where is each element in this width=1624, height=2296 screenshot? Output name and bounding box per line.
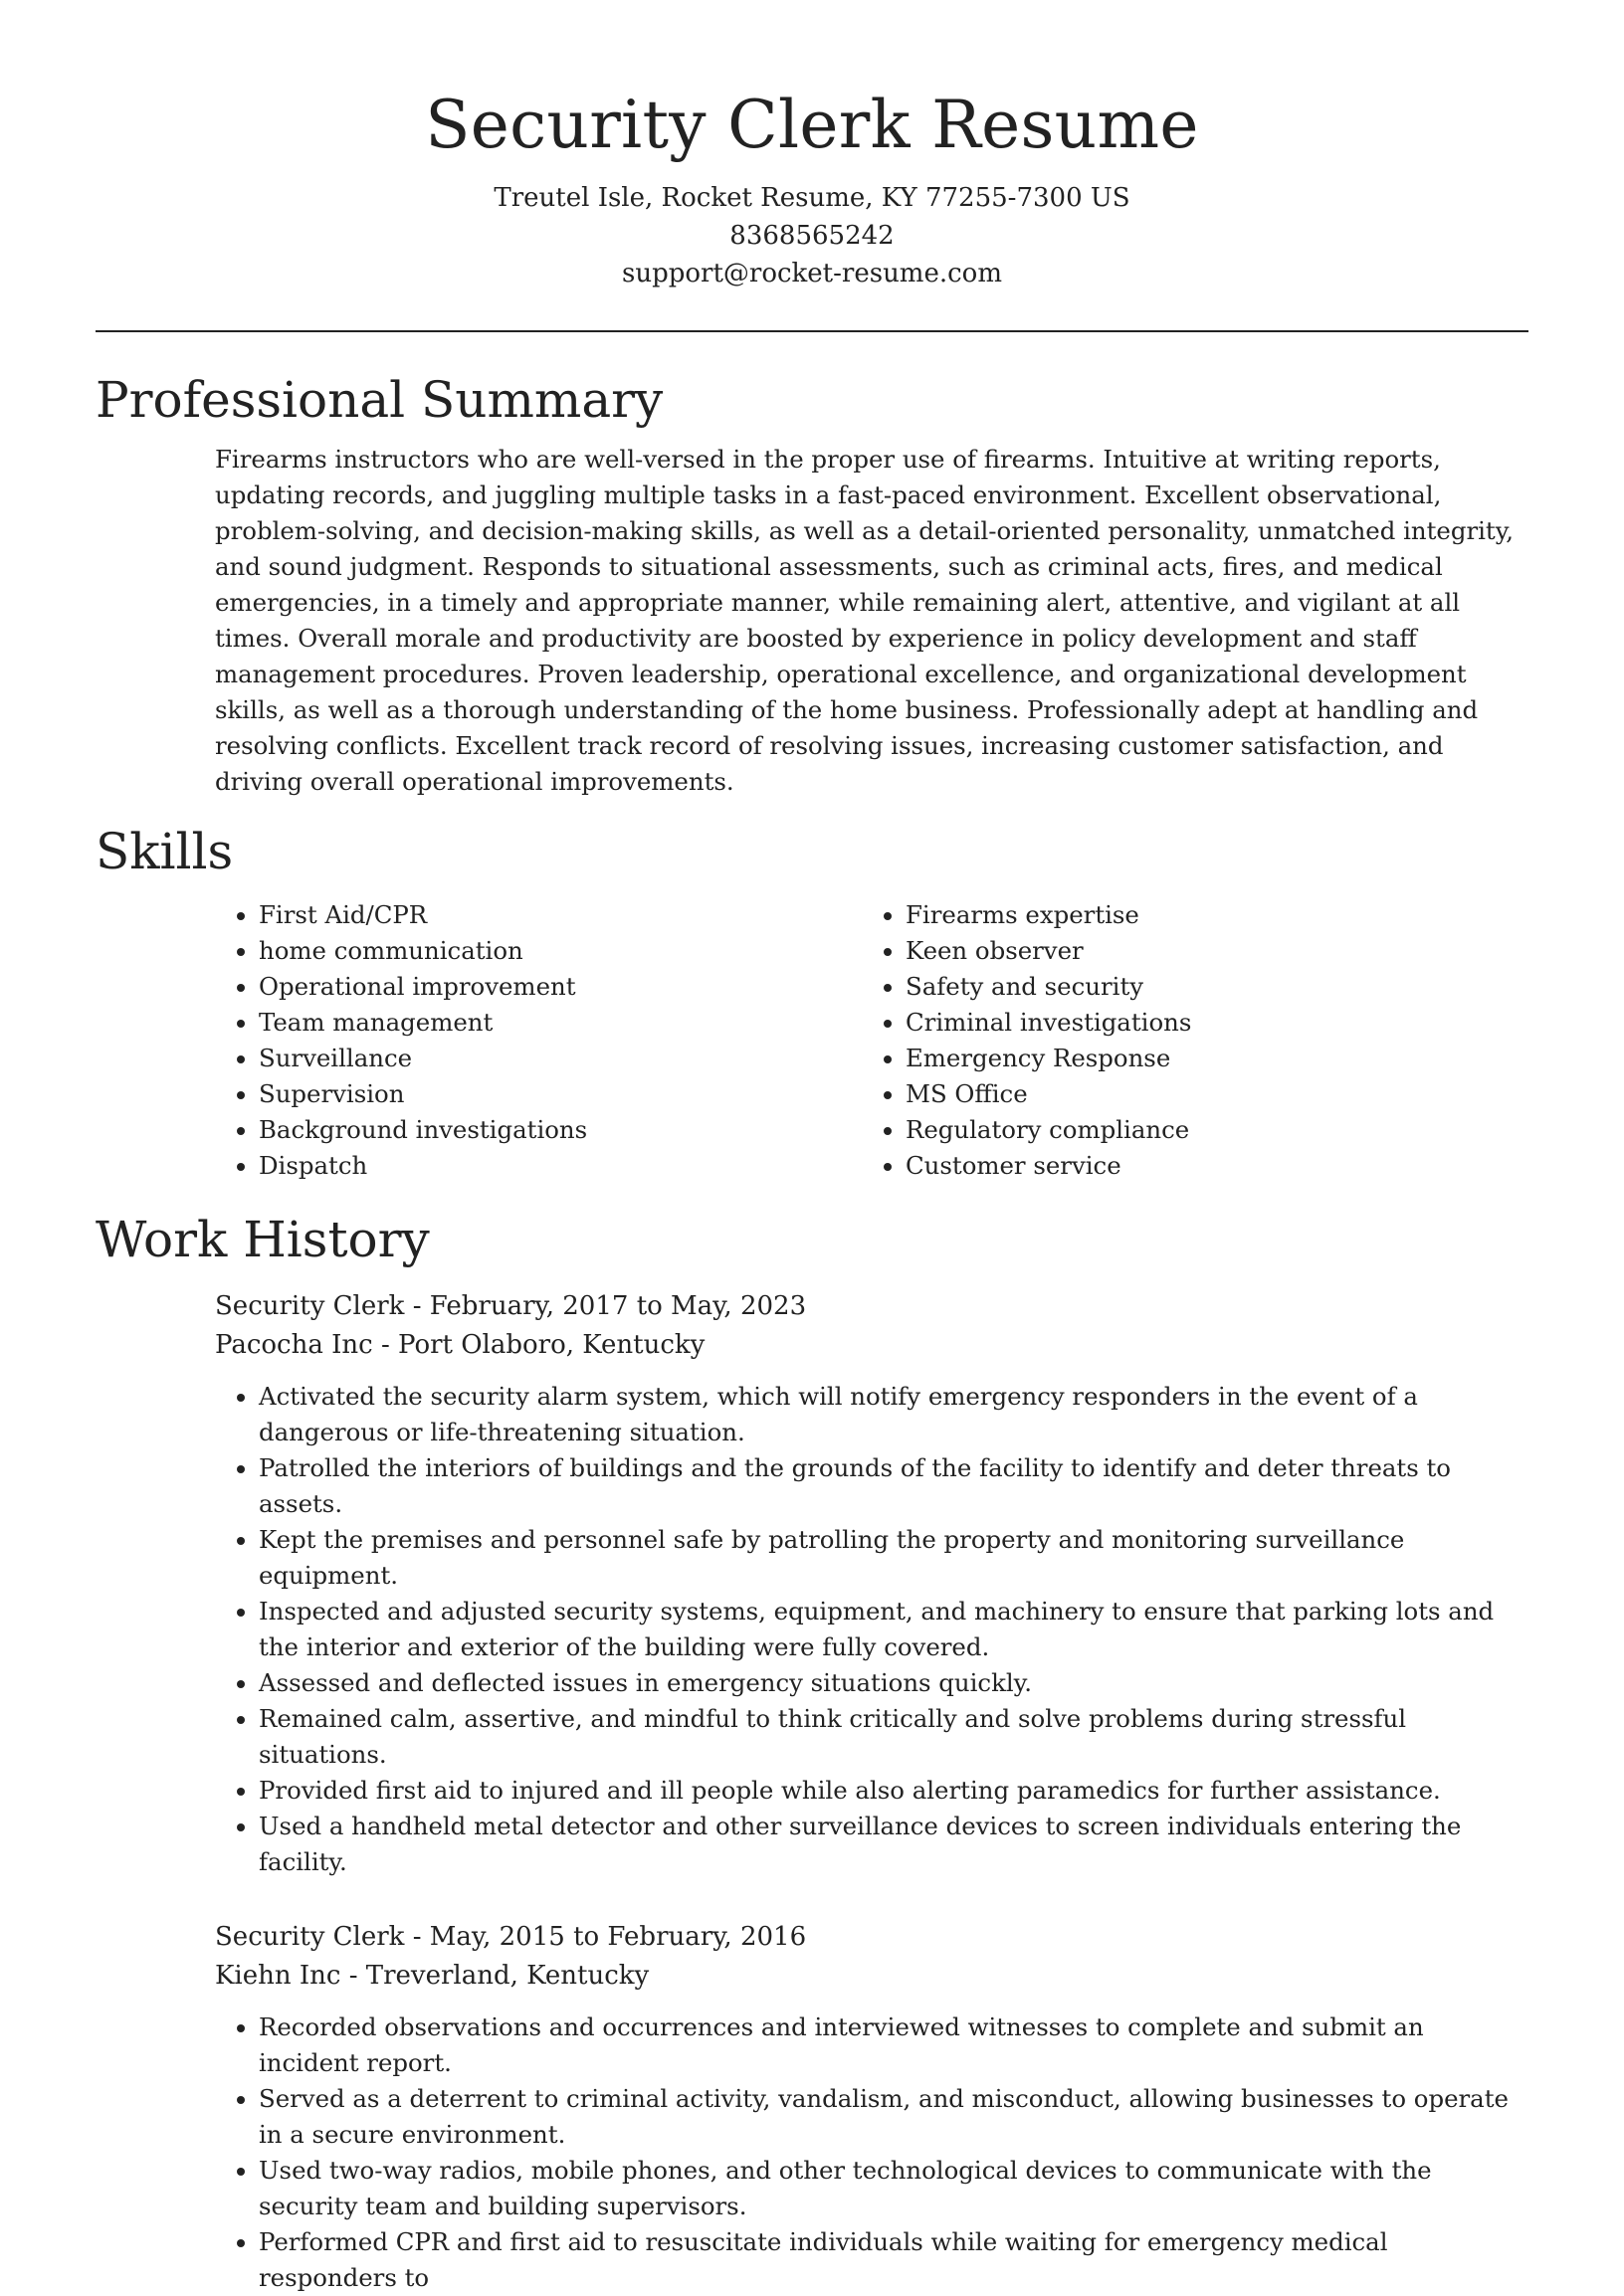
skills-heading: Skills	[96, 823, 234, 880]
skill-item: • Operational improvement	[259, 969, 862, 1005]
skill-item: • Surveillance	[259, 1041, 862, 1076]
job-entry	[215, 1287, 1528, 1880]
resume-header	[96, 0, 1528, 292]
resume-page	[96, 0, 1528, 2296]
summary-text: Firearms instructors who are well-versed in the proper use of firearms. Intuitive at writing reports, updating records, and juggling multiple tasks in a fast-paced environment. Excellent observational, problem-solving, and decision-making skills, as well as a detail-oriented personality, unmatched integrity, and sound judgment. Responds to situational assessments, such as criminal acts, fires, and medical emergencies, in a timely and appropriate manner, while remaining alert, attentive, and vigilant at all times. Overall morale and productivity are boosted by experience in policy development and staff management procedures. Proven leadership, operational excellence, and organizational development skills, as well as a thorough understanding of the home business. Professionally adept at handling and resolving conflicts. Excellent track record of resolving issues, increasing customer satisfaction, and driving overall operational improvements.	[215, 445, 1514, 796]
skill-item: • Background investigations	[259, 1112, 862, 1148]
job-bullet: • Used a handheld metal detector and other surveillance devices to screen individuals entering the facility.	[259, 1809, 1528, 1880]
skill-item: • Team management	[259, 1005, 862, 1041]
skills-column-1	[215, 897, 862, 1184]
job-title-line: Security Clerk - February, 2017 to May, 2023	[215, 1291, 807, 1321]
job-bullet: • Activated the security alarm system, which will notify emergency responders in the event of a dangerous or life-threatening situation.	[259, 1379, 1528, 1450]
job-bullet: • Assessed and deflected issues in emergency situations quickly.	[259, 1665, 1528, 1701]
job-bullet: • Used two-way radios, mobile phones, and other technological devices to communicate with the security team and building supervisors.	[259, 2153, 1528, 2224]
job-company-line: Kiehn Inc - Treverland, Kentucky	[215, 1961, 650, 1991]
skill-item: • Safety and security	[906, 969, 1503, 1005]
job-bullet: • Inspected and adjusted security systems, equipment, and machinery to ensure that parking lots and the interior and exterior of the building were fully covered.	[259, 1594, 1528, 1665]
job-bullet: • Kept the premises and personnel safe by patrolling the property and monitoring surveillance equipment.	[259, 1522, 1528, 1594]
skill-item: • Emergency Response	[906, 1041, 1503, 1076]
job-company-line: Pacocha Inc - Port Olaboro, Kentucky	[215, 1330, 706, 1360]
job-bullet: • Patrolled the interiors of buildings and the grounds of the facility to identify and deter threats to assets.	[259, 1450, 1528, 1522]
job-bullet: • Performed CPR and first aid to resuscitate individuals while waiting for emergency medical responders to	[259, 2224, 1528, 2296]
contact-email: support@rocket-resume.com	[621, 259, 1002, 288]
summary-heading: Professional Summary	[96, 371, 664, 429]
job-bullets	[215, 2009, 1528, 2296]
job-entry	[215, 1918, 1528, 2296]
skill-item: • Regulatory compliance	[906, 1112, 1503, 1148]
skill-item: • MS Office	[906, 1076, 1503, 1112]
skill-item: • Criminal investigations	[906, 1005, 1503, 1041]
skill-item: • Keen observer	[906, 933, 1503, 969]
work-history-heading: Work History	[96, 1211, 430, 1268]
skills-section	[96, 820, 1528, 1184]
skill-item: • Supervision	[259, 1076, 862, 1112]
job-bullet: • Provided first aid to injured and ill people while also alerting paramedics for further assistance.	[259, 1773, 1528, 1809]
resume-title: Security Clerk Resume	[425, 87, 1199, 163]
contact-phone: 8368565242	[729, 221, 895, 251]
work-history-section	[96, 1208, 1528, 2296]
skill-item: • Customer service	[906, 1148, 1503, 1184]
skill-item: • Dispatch	[259, 1148, 862, 1184]
job-title-line: Security Clerk - May, 2015 to February, 2016	[215, 1922, 807, 1952]
skills-column-2	[862, 897, 1503, 1184]
job-bullet: • Recorded observations and occurrences and interviewed witnesses to complete and submit an incident report.	[259, 2009, 1528, 2081]
header-divider	[96, 330, 1528, 332]
skill-item: • Firearms expertise	[906, 897, 1503, 933]
skills-grid	[215, 897, 1528, 1184]
contact-address: Treutel Isle, Rocket Resume, KY 77255-7300 US	[494, 183, 1130, 213]
job-bullet: • Served as a deterrent to criminal activity, vandalism, and misconduct, allowing businesses to operate in a secure environment.	[259, 2081, 1528, 2153]
summary-section	[96, 368, 1528, 800]
job-bullets	[215, 1379, 1528, 1880]
skill-item: • First Aid/CPR	[259, 897, 862, 933]
job-bullet: • Remained calm, assertive, and mindful to think critically and solve problems during stressful situations.	[259, 1701, 1528, 1773]
skill-item: • home communication	[259, 933, 862, 969]
